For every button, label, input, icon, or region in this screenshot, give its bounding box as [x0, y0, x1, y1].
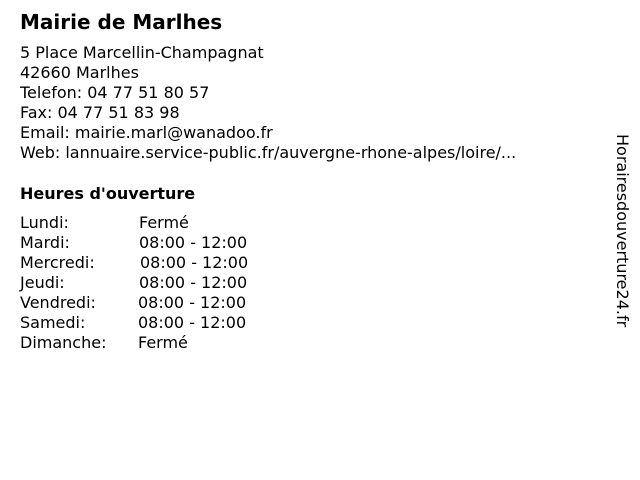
day-hours: 08:00 - 12:00 [140, 253, 249, 272]
hours-row-samedi [20, 313, 320, 333]
phone-line: Telefon: 04 77 51 80 57 [20, 83, 210, 102]
day-hours: Fermé [139, 213, 189, 232]
address-street: 5 Place Marcellin-Champagnat [20, 43, 264, 62]
email-line: Email: mairie.marl@wanadoo.fr [20, 123, 273, 142]
hours-list [20, 213, 320, 353]
day-hours: 08:00 - 12:00 [139, 233, 248, 252]
hours-row-mardi [20, 233, 320, 253]
hours-row-jeudi [20, 273, 320, 293]
hours-row-vendredi [20, 293, 320, 313]
day-label: Samedi: [20, 313, 86, 332]
day-label: Dimanche: [20, 333, 107, 352]
web-line: Web: lannuaire.service-public.fr/auvergne-rhone-alpes/loire/... [20, 143, 517, 162]
day-hours: 08:00 - 12:00 [139, 273, 248, 292]
day-label: Vendredi: [20, 293, 96, 312]
day-hours: Fermé [138, 333, 188, 352]
address-city: 42660 Marlhes [20, 63, 139, 82]
page-title: Mairie de Marlhes [20, 10, 223, 34]
day-hours: 08:00 - 12:00 [138, 313, 247, 332]
hours-row-mercredi [20, 253, 320, 273]
brand-watermark: Horairesdouverture24.fr [613, 134, 632, 328]
hours-row-lundi [20, 213, 320, 233]
day-label: Mercredi: [20, 253, 95, 272]
hours-heading: Heures d'ouverture [20, 184, 196, 203]
day-label: Mardi: [20, 233, 70, 252]
day-hours: 08:00 - 12:00 [138, 293, 247, 312]
contact-info [20, 43, 516, 163]
fax-line: Fax: 04 77 51 83 98 [20, 103, 180, 122]
hours-row-dimanche [20, 333, 320, 353]
day-label: Lundi: [20, 213, 69, 232]
day-label: Jeudi: [20, 273, 65, 292]
